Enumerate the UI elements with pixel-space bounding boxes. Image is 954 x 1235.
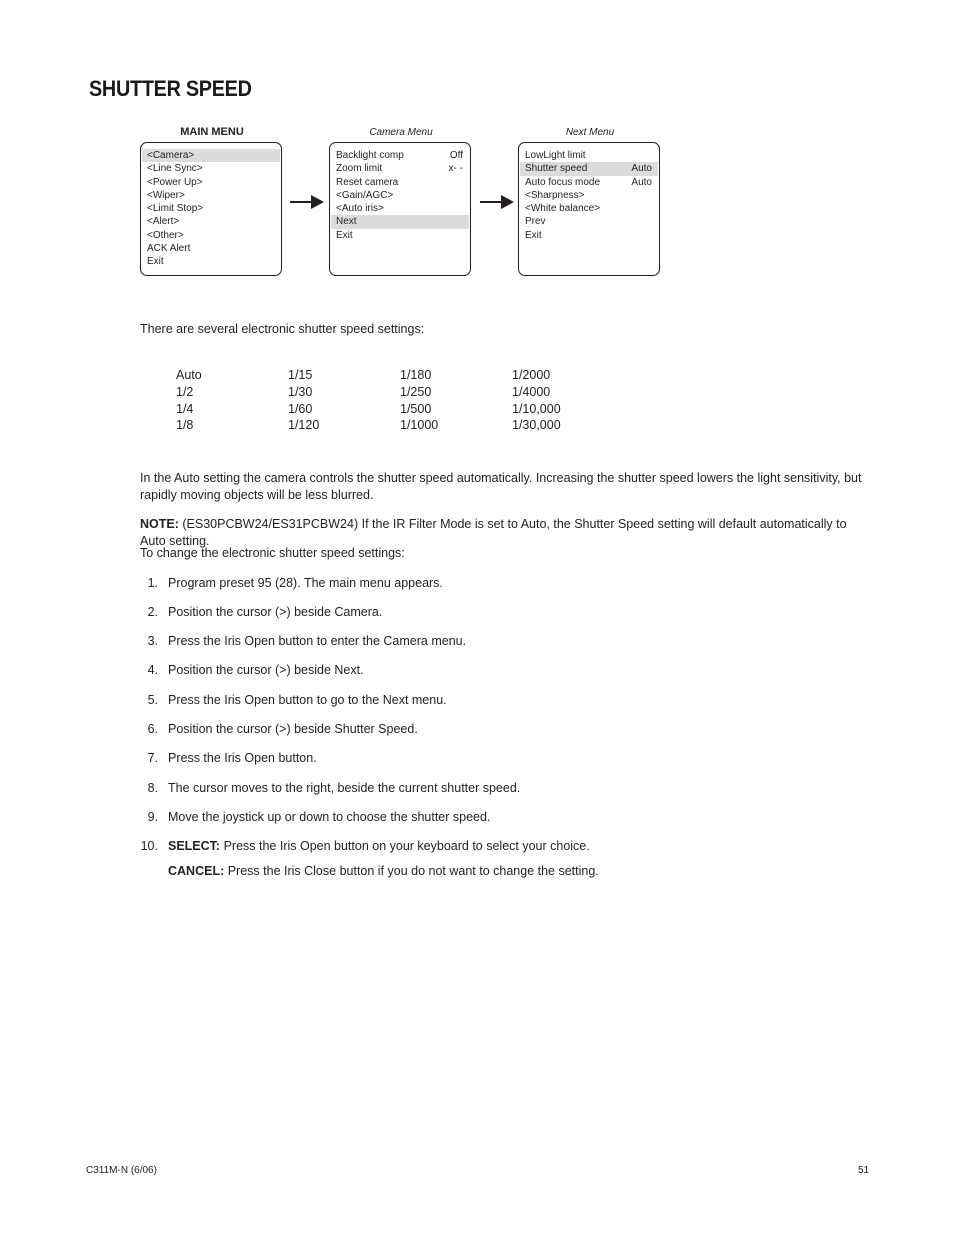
menu-item-label: ACK Alert [147,243,191,255]
menu-item-label: Zoom limit [336,163,383,175]
table-cell: 1/2 [176,384,194,399]
step-text: Move the joystick up or down to choose the shutter speed. [168,810,491,824]
menu-item-label: Exit [147,256,164,268]
menu-item-label: LowLight limit [525,150,586,161]
step-text: Press the Iris Open button to enter the Camera menu. [168,634,467,648]
select-label: SELECT: [168,839,221,853]
step-number: 5. [147,693,158,707]
step-number: 8. [147,781,158,795]
table-cell: 1/4 [176,401,194,416]
menu-item-label: Auto focus mode [525,176,601,188]
step-text: Position the cursor (>) beside Shutter Speed. [168,722,418,736]
menu-item[interactable] [142,149,280,162]
menu-item[interactable] [520,215,658,228]
step-number: 1. [147,576,158,590]
menu-item[interactable] [520,176,658,189]
main-menu-label: MAIN MENU [180,126,244,138]
menu-item[interactable] [331,202,469,215]
menu-item[interactable] [520,202,658,215]
footer-page-number: 51 [858,1165,870,1176]
step-text: Position the cursor (>) beside Next. [168,663,364,677]
menu-item-label: Next [336,216,357,228]
menu-item-label: <Line Sync> [147,163,203,175]
menu-item-label: <Auto iris> [336,203,384,215]
menu-item[interactable] [331,229,469,242]
menu-item[interactable] [331,162,469,175]
step-number: 7. [147,751,158,765]
table-cell: 1/10,000 [512,401,561,416]
cancel-text: Press the Iris Close button if you do not want to change the setting. [224,864,599,878]
main-menu-box [140,142,282,276]
menu-item-label: Exit [336,229,353,241]
table-cell: 1/15 [288,368,313,382]
intro-text: There are several electronic shutter speed settings: [140,322,425,336]
step-number: 4. [147,663,158,677]
menu-item[interactable] [520,229,658,242]
step-number: 6. [147,722,158,736]
menu-item-label: Backlight comp [336,150,404,161]
step-text: Press the Iris Open button. [168,751,317,765]
menu-item[interactable] [520,162,658,175]
step-number: 2. [147,605,158,619]
step-text: Program preset 95 (28). The main menu appears. [168,576,443,590]
camera-menu-box [329,142,471,276]
menu-item-label: <Power Up> [147,176,203,188]
step-number: 9. [147,810,158,824]
table-cell: 1/120 [288,418,320,433]
arrow-right-icon [290,195,324,209]
page-title: SHUTTER SPEED [89,76,252,101]
auto-paragraph: In the Auto setting the camera controls the shutter speed automatically. Increasing the shutter speed lowers the light sensitivity, but rapidly moving objects will be less blurred. [140,471,862,502]
table-cell: 1/500 [400,401,432,416]
menu-item-label: Shutter speed [525,163,588,175]
menu-item-value: Off [449,150,463,161]
step-number: 3. [147,634,158,648]
menu-item[interactable] [142,215,280,228]
menu-item[interactable] [142,255,280,268]
menu-item[interactable] [142,162,280,175]
menu-item[interactable] [142,176,280,189]
footer-doc-id: C311M-N (6/06) [86,1165,157,1176]
menu-item[interactable] [331,189,469,202]
menu-item-label: Reset camera [336,176,399,188]
change-intro: To change the electronic shutter speed settings: [140,546,405,560]
step-number: 10. [140,839,158,853]
menu-item[interactable] [331,149,469,162]
menu-item-value: Auto [631,176,652,188]
select-text: Press the Iris Open button on your keyboard to select your choice. [220,839,590,853]
menu-item[interactable] [142,202,280,215]
table-cell: 1/8 [176,418,194,433]
menu-item[interactable] [520,149,658,162]
menu-item-label: <White balance> [525,203,601,215]
note-label: NOTE: [140,517,179,531]
menu-item-value: x- - [448,163,463,175]
step-text: Position the cursor (>) beside Camera. [168,605,383,619]
menu-item[interactable] [520,189,658,202]
menu-item[interactable] [142,189,280,202]
camera-menu-label: Camera Menu [369,127,433,138]
cancel-label: CANCEL: [168,864,225,878]
table-cell: Auto [176,368,202,382]
menu-item-label: <Sharpness> [525,189,585,201]
table-cell: 1/180 [400,368,432,382]
menu-item-value: Auto [631,163,652,175]
menu-item-label: <Limit Stop> [147,203,204,215]
menu-item-label: <Wiper> [147,189,185,201]
table-cell: 1/1000 [400,418,439,433]
table-cell: 1/250 [400,384,432,399]
menu-item-label: <Alert> [147,216,180,228]
table-cell: 1/4000 [512,384,551,399]
menu-item[interactable] [331,176,469,189]
menu-item[interactable] [142,242,280,255]
table-cell: 1/30 [288,384,313,399]
menu-item[interactable] [331,215,469,228]
step-text: The cursor moves to the right, beside the current shutter speed. [168,781,521,795]
menu-item-label: Exit [525,229,542,241]
menu-item[interactable] [142,229,280,242]
table-cell: 1/60 [288,401,313,416]
arrow-right-icon [480,195,514,209]
next-menu-label: Next Menu [565,127,615,138]
table-cell: 1/30,000 [512,418,561,433]
menu-item-label: <Camera> [147,150,195,161]
table-cell: 1/2000 [512,368,551,382]
next-menu-box [518,142,660,276]
menu-item-label: <Gain/AGC> [336,189,394,201]
note-text: (ES30PCBW24/ES31PCBW24) If the IR Filter Mode is set to Auto, the Shutter Speed setting will default automatically to Auto setting. [140,517,847,548]
menu-item-label: Prev [525,216,546,228]
step-text: Press the Iris Open button to go to the Next menu. [168,693,447,707]
menu-item-label: <Other> [147,229,184,241]
